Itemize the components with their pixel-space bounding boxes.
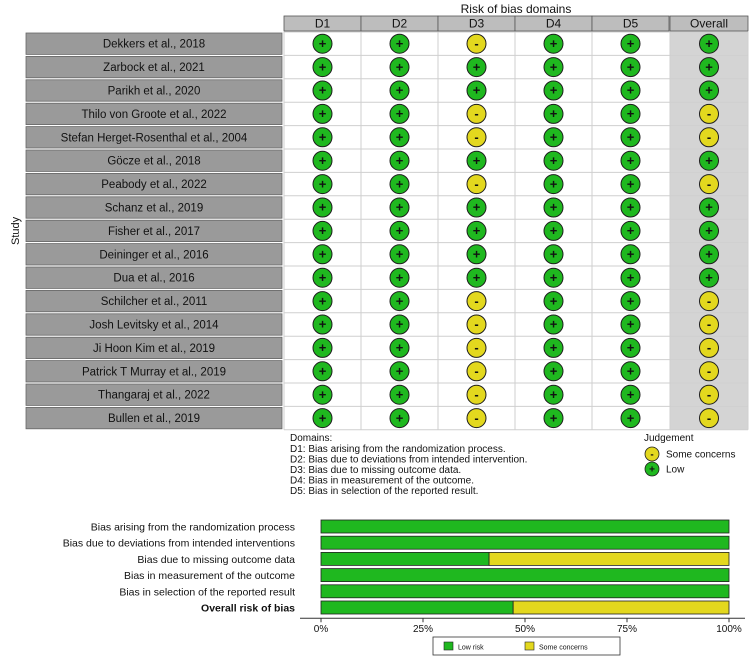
domain-header-d3: D3 bbox=[468, 16, 485, 31]
judgement-symbol: + bbox=[549, 106, 558, 122]
study-name: Stefan Herget-Rosenthal et al., 2004 bbox=[60, 132, 248, 145]
judgement-symbol: + bbox=[395, 129, 404, 145]
judgement-symbol: + bbox=[318, 176, 327, 192]
domains-legend-heading: Domains: bbox=[290, 433, 333, 444]
judgement-symbol: + bbox=[626, 269, 635, 285]
domain-header-d5: D5 bbox=[622, 16, 639, 31]
judgement-symbol: + bbox=[318, 316, 327, 332]
judgement-symbol: + bbox=[549, 35, 558, 51]
judgement-symbol: + bbox=[549, 246, 558, 262]
judgement-symbol: + bbox=[626, 199, 635, 215]
domains-legend-line: D1: Bias arising from the randomization process. bbox=[290, 444, 506, 455]
judgement-symbol: + bbox=[395, 340, 404, 356]
judgement-symbol: + bbox=[318, 223, 327, 239]
judgement-symbol: + bbox=[318, 293, 327, 309]
judgement-symbol: + bbox=[626, 410, 635, 426]
bar-category-label: Bias due to deviations from intended interventions bbox=[62, 537, 295, 550]
judgement-symbol: - bbox=[706, 410, 712, 426]
study-name: Thilo von Groote et al., 2022 bbox=[81, 108, 227, 121]
bar-category-label: Bias in selection of the reported result bbox=[119, 586, 295, 599]
bar-low-segment bbox=[321, 536, 729, 549]
judgement-symbol: - bbox=[474, 106, 479, 122]
judgement-symbol: - bbox=[474, 410, 479, 426]
bar-legend-some-swatch bbox=[525, 642, 534, 650]
study-name: Peabody et al., 2022 bbox=[101, 179, 207, 192]
judgement-symbol: - bbox=[474, 293, 479, 309]
study-name: Schanz et al., 2019 bbox=[104, 202, 204, 215]
judgement-symbol: + bbox=[395, 106, 404, 122]
judgement-symbol: + bbox=[395, 223, 404, 239]
judgement-symbol: + bbox=[549, 340, 558, 356]
judgement-legend-heading: Judgement bbox=[644, 433, 694, 444]
judgement-symbol: + bbox=[318, 386, 327, 402]
judgement-symbol: - bbox=[474, 340, 479, 356]
study-name: Zarbock et al., 2021 bbox=[103, 62, 205, 75]
bar-low-segment bbox=[321, 552, 489, 565]
judgement-symbol: + bbox=[549, 129, 558, 145]
domains-legend-line: D3: Bias due to missing outcome data. bbox=[290, 465, 462, 476]
study-name: Parikh et al., 2020 bbox=[107, 85, 201, 98]
judgement-symbol: + bbox=[395, 386, 404, 402]
judgement-symbol: + bbox=[472, 59, 481, 75]
legend-low-label: Low bbox=[666, 464, 685, 476]
bar-legend-low-swatch bbox=[444, 642, 453, 650]
bar-category-label: Overall risk of bias bbox=[201, 602, 295, 615]
judgement-symbol: + bbox=[318, 199, 327, 215]
judgement-symbol: + bbox=[549, 269, 558, 285]
judgement-symbol: + bbox=[395, 35, 404, 51]
judgement-symbol: + bbox=[318, 340, 327, 356]
bar-legend-low-label: Low risk bbox=[458, 644, 484, 652]
domains-legend-line: D5: Bias in selection of the reported result. bbox=[290, 486, 479, 497]
bar-low-segment bbox=[321, 520, 729, 533]
domain-header-overall: Overall bbox=[689, 16, 729, 31]
x-tick-label: 100% bbox=[716, 624, 742, 636]
x-tick-label: 75% bbox=[616, 624, 638, 636]
judgement-symbol: + bbox=[395, 59, 404, 75]
judgement-symbol: + bbox=[318, 106, 327, 122]
bar-category-label: Bias in measurement of the outcome bbox=[123, 570, 295, 583]
judgement-symbol: + bbox=[395, 410, 404, 426]
judgement-symbol: - bbox=[474, 316, 479, 332]
judgement-symbol: + bbox=[705, 59, 713, 75]
judgement-symbol: - bbox=[706, 129, 712, 145]
judgement-symbol: - bbox=[706, 106, 712, 122]
judgement-symbol: + bbox=[626, 152, 635, 168]
judgement-symbol: + bbox=[318, 246, 327, 262]
study-name: Josh Levitsky et al., 2014 bbox=[89, 319, 219, 332]
judgement-symbol: - bbox=[474, 35, 479, 51]
judgement-symbol: + bbox=[626, 340, 635, 356]
judgement-symbol: - bbox=[706, 363, 712, 379]
judgement-symbol: + bbox=[318, 269, 327, 285]
bar-some-segment bbox=[513, 601, 729, 614]
judgement-symbol: - bbox=[706, 316, 712, 332]
judgement-symbol: + bbox=[318, 35, 327, 51]
study-name: Dekkers et al., 2018 bbox=[102, 38, 206, 51]
judgement-symbol: + bbox=[626, 59, 635, 75]
judgement-symbol: + bbox=[549, 176, 558, 192]
study-name: Dua et al., 2016 bbox=[113, 272, 195, 285]
domains-legend-line: D2: Bias due to deviations from intended intervention. bbox=[290, 454, 528, 466]
judgement-symbol: + bbox=[626, 386, 635, 402]
judgement-symbol: + bbox=[705, 152, 713, 168]
bar-category-label: Bias due to missing outcome data bbox=[137, 553, 295, 566]
bar-low-segment bbox=[321, 585, 729, 598]
bar-low-segment bbox=[321, 569, 729, 582]
bar-some-segment bbox=[489, 552, 729, 565]
x-tick-label: 25% bbox=[412, 624, 434, 636]
judgement-symbol: - bbox=[706, 340, 712, 356]
judgement-symbol: + bbox=[626, 246, 635, 262]
judgement-symbol: + bbox=[395, 176, 404, 192]
study-name: Fisher et al., 2017 bbox=[107, 225, 201, 238]
judgement-symbol: + bbox=[549, 293, 558, 309]
domain-header-d4: D4 bbox=[545, 16, 562, 31]
x-tick-label: 0% bbox=[313, 624, 329, 636]
judgement-symbol: + bbox=[472, 223, 481, 239]
study-name: Ji Hoon Kim et al., 2019 bbox=[92, 342, 216, 355]
judgement-symbol: + bbox=[318, 363, 327, 379]
judgement-symbol: + bbox=[318, 59, 327, 75]
study-name: Patrick T Murray et al., 2019 bbox=[81, 366, 227, 379]
judgement-symbol: + bbox=[626, 82, 635, 98]
judgement-symbol: + bbox=[626, 316, 635, 332]
judgement-symbol: + bbox=[472, 269, 481, 285]
judgement-symbol: - bbox=[474, 129, 479, 145]
table-title: Risk of bias domains bbox=[460, 2, 572, 16]
judgement-symbol: + bbox=[549, 223, 558, 239]
judgement-symbol: - bbox=[706, 386, 712, 402]
judgement-symbol: + bbox=[549, 59, 558, 75]
judgement-symbol: + bbox=[318, 410, 327, 426]
study-name: Bullen et al., 2019 bbox=[107, 413, 201, 426]
judgement-symbol: + bbox=[549, 386, 558, 402]
judgement-symbol: + bbox=[705, 199, 713, 215]
judgement-symbol: + bbox=[472, 199, 481, 215]
judgement-symbol: + bbox=[626, 363, 635, 379]
study-axis-label: Study bbox=[10, 216, 22, 245]
judgement-symbol: - bbox=[474, 176, 479, 192]
judgement-symbol: + bbox=[395, 269, 404, 285]
judgement-symbol: + bbox=[395, 82, 404, 98]
judgement-symbol: + bbox=[549, 316, 558, 332]
judgement-symbol: + bbox=[549, 199, 558, 215]
judgement-symbol: + bbox=[549, 152, 558, 168]
judgement-symbol: + bbox=[395, 199, 404, 215]
judgement-symbol: + bbox=[395, 152, 404, 168]
bar-legend-some-label: Some concerns bbox=[539, 644, 588, 652]
judgement-symbol: + bbox=[318, 152, 327, 168]
judgement-symbol: + bbox=[395, 293, 404, 309]
judgement-symbol: + bbox=[395, 363, 404, 379]
judgement-symbol: - bbox=[474, 363, 479, 379]
judgement-symbol: + bbox=[318, 129, 327, 145]
judgement-symbol: - bbox=[474, 386, 479, 402]
bar-low-segment bbox=[321, 601, 513, 614]
domain-header-d2: D2 bbox=[391, 16, 408, 31]
judgement-symbol: + bbox=[626, 223, 635, 239]
judgement-symbol: + bbox=[705, 35, 713, 51]
judgement-symbol: + bbox=[472, 152, 481, 168]
judgement-symbol: + bbox=[549, 82, 558, 98]
judgement-symbol: + bbox=[626, 293, 635, 309]
judgement-symbol: + bbox=[626, 35, 635, 51]
judgement-symbol: + bbox=[626, 106, 635, 122]
judgement-symbol: + bbox=[395, 246, 404, 262]
domains-legend-line: D4: Bias in measurement of the outcome. bbox=[290, 475, 474, 487]
legend-some-label: Some concerns bbox=[666, 449, 736, 461]
study-name: Göcze et al., 2018 bbox=[107, 155, 201, 168]
judgement-symbol: + bbox=[705, 82, 713, 98]
judgement-symbol: + bbox=[705, 246, 713, 262]
judgement-symbol: + bbox=[626, 129, 635, 145]
domain-header-d1: D1 bbox=[314, 16, 331, 31]
study-name: Schilcher et al., 2011 bbox=[100, 296, 208, 309]
bar-category-label: Bias arising from the randomization process bbox=[90, 521, 295, 534]
study-name: Deininger et al., 2016 bbox=[99, 249, 209, 262]
x-tick-label: 50% bbox=[514, 624, 536, 636]
judgement-symbol: + bbox=[472, 246, 481, 262]
legend-symbol: + bbox=[649, 464, 655, 476]
judgement-symbol: + bbox=[395, 316, 404, 332]
judgement-symbol: + bbox=[549, 363, 558, 379]
judgement-symbol: + bbox=[705, 269, 713, 285]
judgement-symbol: - bbox=[706, 293, 712, 309]
judgement-symbol: + bbox=[318, 82, 327, 98]
judgement-symbol: - bbox=[706, 176, 712, 192]
judgement-symbol: + bbox=[626, 176, 635, 192]
judgement-symbol: + bbox=[549, 410, 558, 426]
judgement-symbol: + bbox=[472, 82, 481, 98]
study-name: Thangaraj et al., 2022 bbox=[98, 389, 210, 402]
judgement-symbol: + bbox=[705, 223, 713, 239]
legend-symbol: - bbox=[650, 449, 654, 461]
